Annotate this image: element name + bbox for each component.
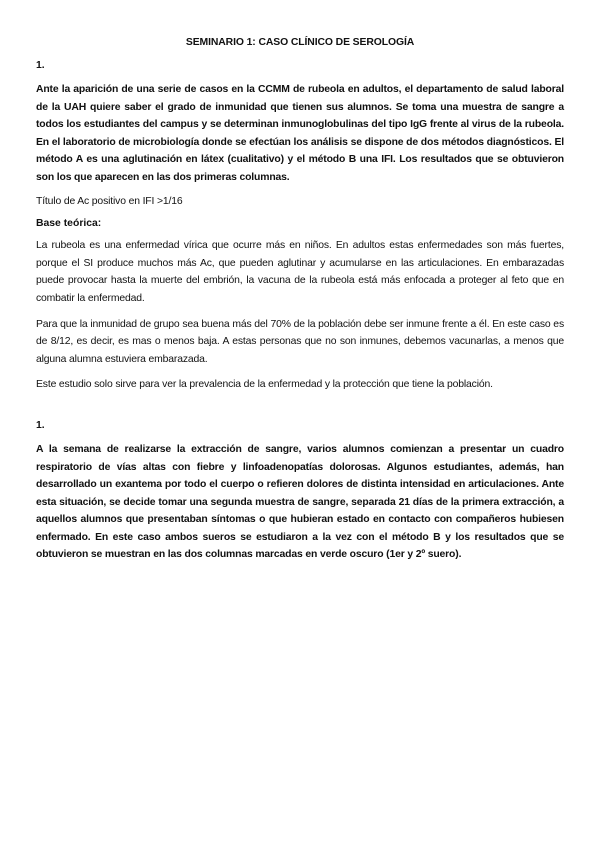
titer-note: Título de Ac positivo en IFI >1/16 [36,195,183,207]
theory-paragraph: Este estudio solo sirve para ver la prevalencia de la enfermedad y la protección que tiene la población. [36,379,493,391]
theory-paragraph: La rubeola es una enfermedad vírica que ocurre más en niños. En adultos estas enfermedades son más fuertes, porque el SI produce muchos más Ac, que pueden aglutinar y acumularse en las articulaciones. En embarazadas puede provocar hasta la muerte del embrión, la vacuna de la rubeola está más enfocada a proteger al feto que en combatir la enfermedad. [36,240,564,304]
case-statement: Ante la aparición de una serie de casos en la CCMM de rubeola en adultos, el departamento de salud laboral de la UAH quiere saber el grado de inmunidad que tienen sus alumnos. Se toma una muestra de sangre a todos los estudiantes del campus y se determinan inmunoglobulinas del tipo IgG frente al virus de la rubeola. En el laboratorio de microbiología donde se efectúan los análisis se dispone de dos métodos diagnósticos. El método A es una aglutinación en látex (cualitativo) y el método B una IFI. Los resultados que se obtuvieron son los que aparecen en las dos primeras columnas. [36,84,564,183]
theory-paragraph: Para que la inmunidad de grupo sea buena más del 70% de la población debe ser inmune frente a él. En este caso es de 8/12, es decir, es mas o menos baja. A estas personas que no son inmunes, debemos vacunarlas, a menos que alguna alumna estuviera embarazada. [36,318,564,365]
section-number: 1. [36,419,45,431]
theory-heading: Base teórica: [36,218,102,230]
case-statement: A la semana de realizarse la extracción de sangre, varios alumnos comienzan a presentar un cuadro respiratorio de vías altas con fiebre y linfoadenopatías dolorosas. Algunos estudiantes, además, han desarrollado un exantema por todo el cuerpo o refieren dolores de distinta intensidad en articulaciones. Ante esta situación, se decide tomar una segunda muestra de sangre, separada 21 días de la primera extracción, a aquellos alumnos que presentaban síntomas o que hubieran estado en contacto con compañeros hubiesen enfermado. En este caso ambos sueros se estudiaron a la vez con el método B y los resultados que se obtuvieron se muestran en las dos columnas marcadas en verde oscuro (1er y 2º suero). [36,443,564,561]
section-number: 1. [36,60,45,71]
spacer [36,402,564,420]
page-title: SEMINARIO 1: CASO CLÍNICO DE SEROLOGÍA [185,37,415,48]
